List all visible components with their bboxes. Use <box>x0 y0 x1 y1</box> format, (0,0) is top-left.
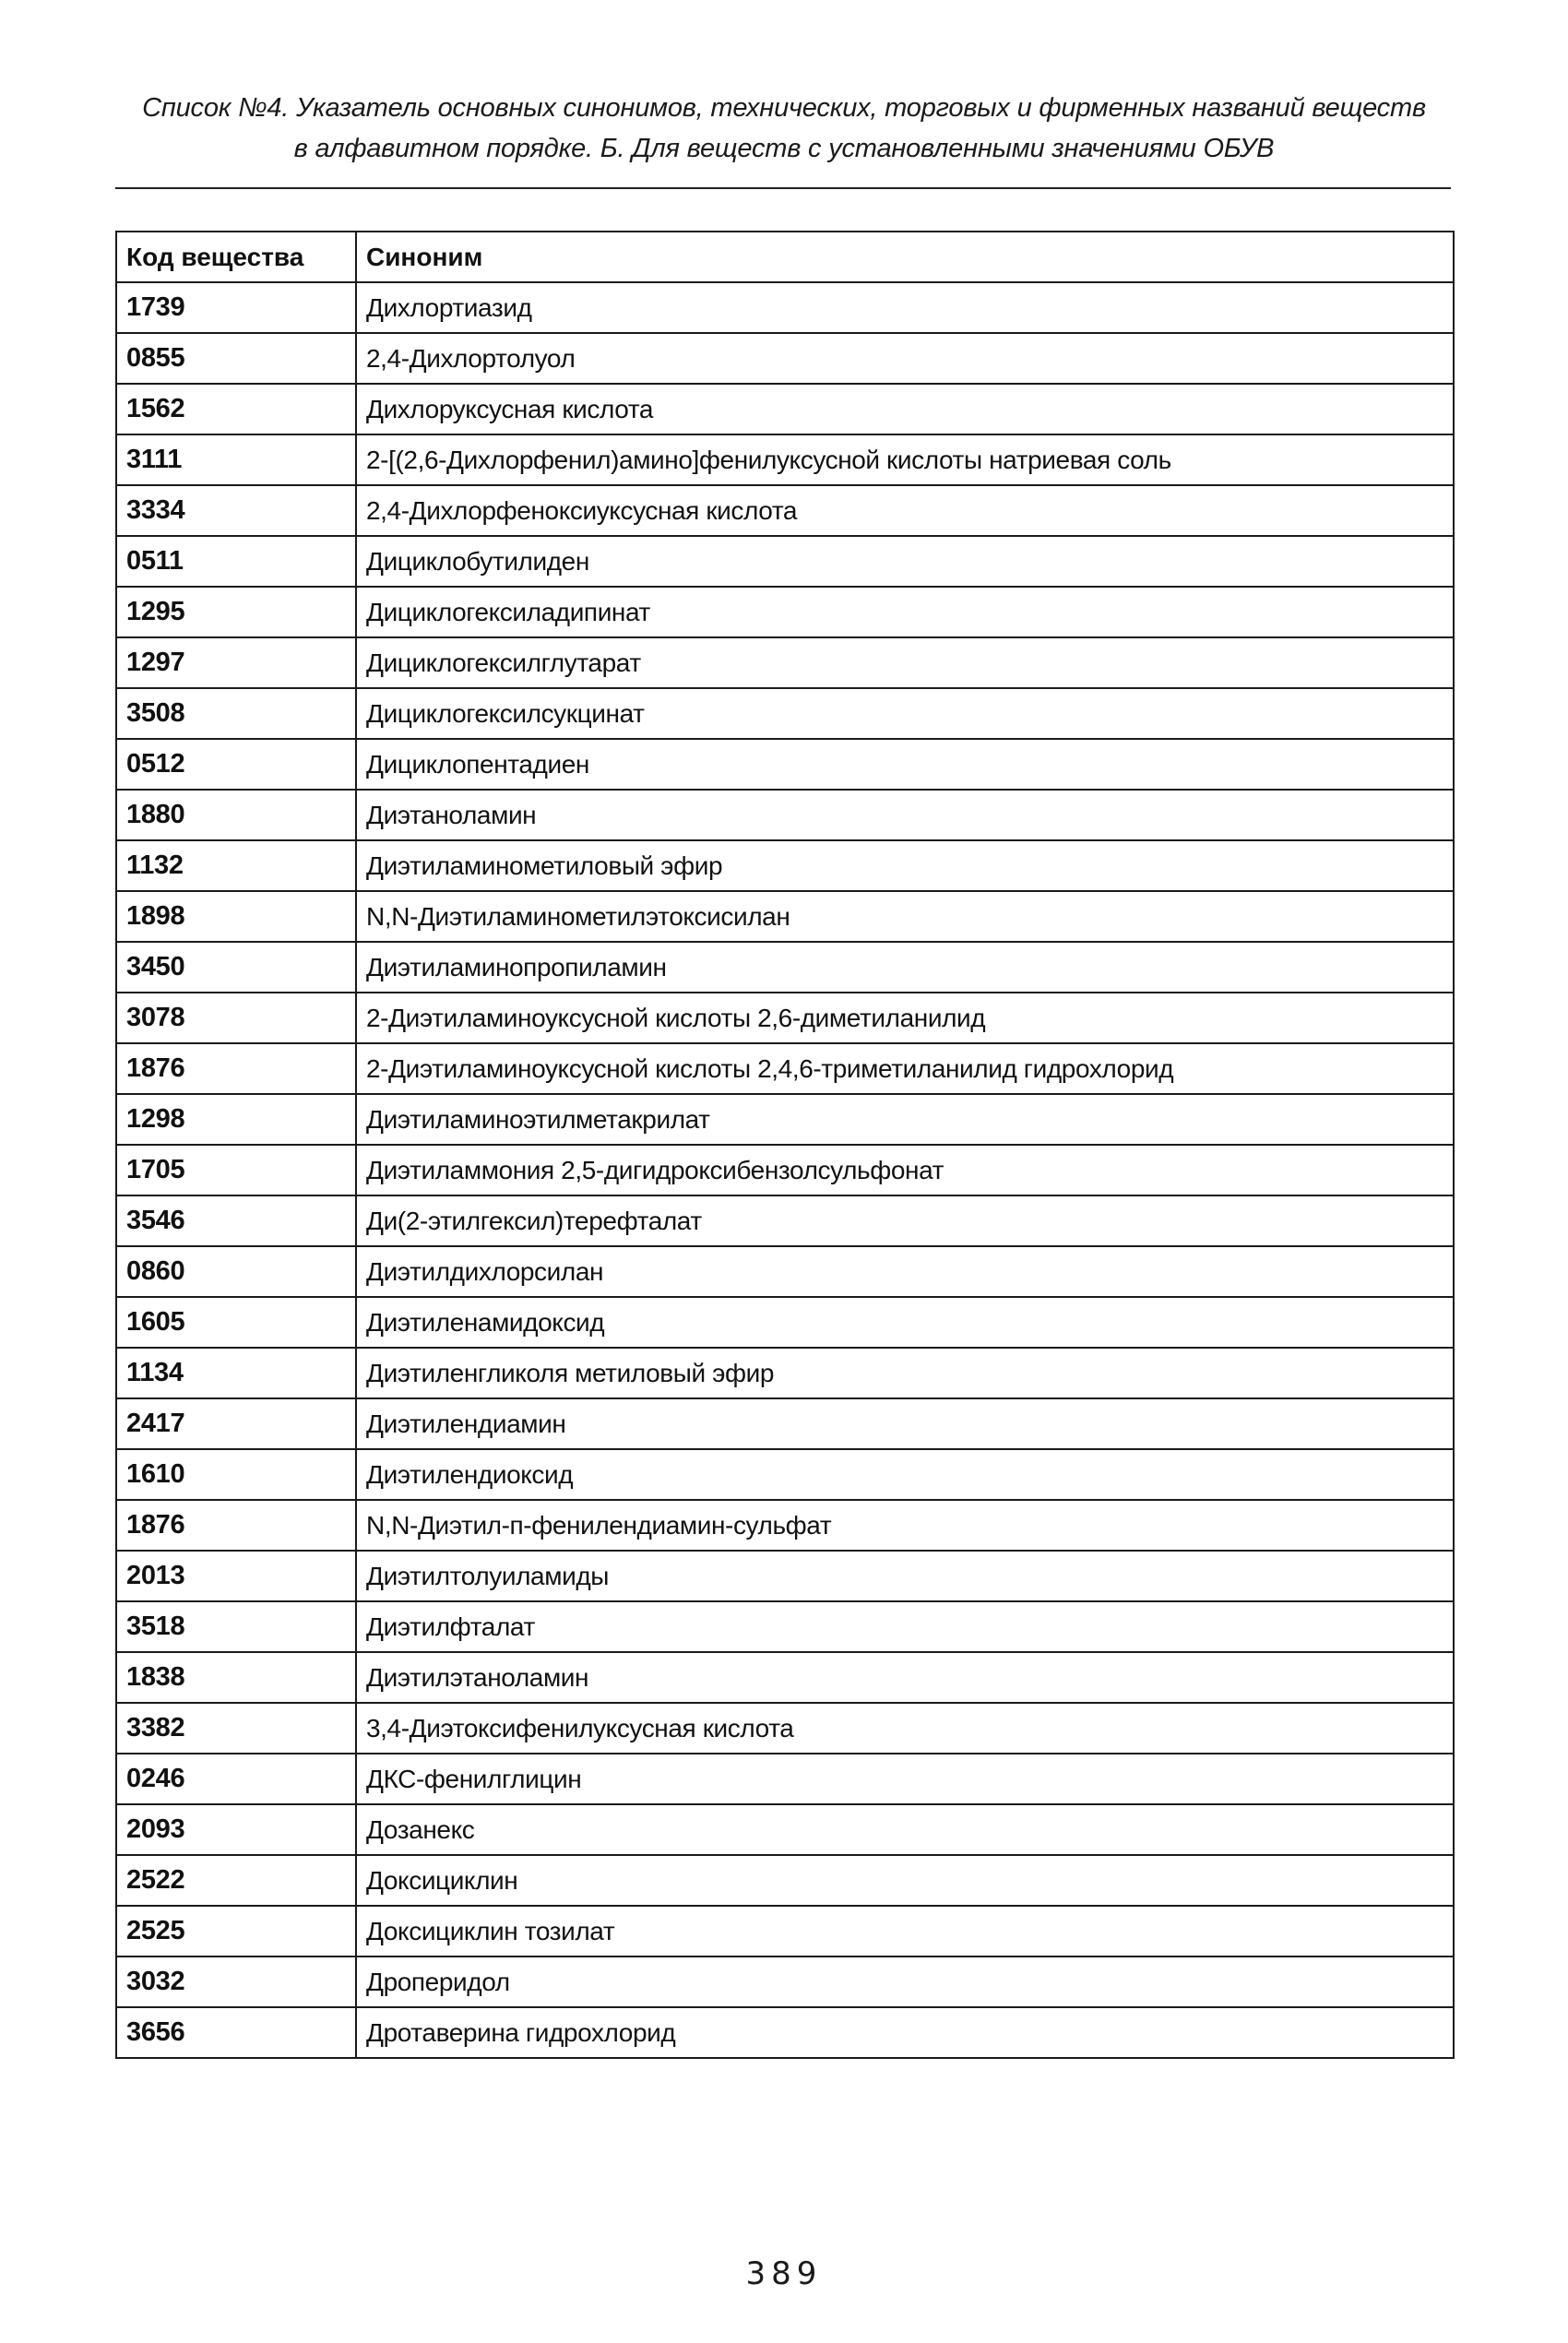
synonym-cell: Диэтилендиамин <box>356 1398 1454 1449</box>
synonym-cell: 2,4-Дихлорфеноксиуксусная кислота <box>356 485 1454 536</box>
substance-code-cell: 1132 <box>116 840 356 891</box>
table-row <box>116 739 1454 790</box>
table-row <box>116 1348 1454 1398</box>
substance-code-cell: 0512 <box>116 739 356 790</box>
header-line-2: в алфавитном порядке. Б. Для веществ с установленными значениями ОБУВ <box>293 134 1275 163</box>
substance-code-cell: 0511 <box>116 536 356 587</box>
synonym-cell: 2,4-Дихлортолуол <box>356 333 1454 384</box>
substance-code-cell: 1298 <box>116 1094 356 1145</box>
synonym-cell: Дициклопентадиен <box>356 739 1454 790</box>
table-row <box>116 1652 1454 1703</box>
table-row <box>116 1956 1454 2007</box>
substance-code-cell: 3032 <box>116 1956 356 2007</box>
synonym-cell: 3,4-Диэтоксифенилуксусная кислота <box>356 1703 1454 1754</box>
page-header <box>115 88 1453 169</box>
substance-code-cell: 1838 <box>116 1652 356 1703</box>
synonym-cell: Диэтилтолуиламиды <box>356 1551 1454 1601</box>
table-row <box>116 587 1454 637</box>
table-row <box>116 1297 1454 1348</box>
substance-code-cell: 2093 <box>116 1804 356 1855</box>
table-row <box>116 1804 1454 1855</box>
synonym-cell: Диэтилэтаноламин <box>356 1652 1454 1703</box>
table-row <box>116 1246 1454 1297</box>
substance-code-cell: 3546 <box>116 1195 356 1246</box>
substance-code-cell: 1898 <box>116 891 356 942</box>
synonym-cell: Диэтилендиоксид <box>356 1449 1454 1500</box>
synonym-cell: Дихлоруксусная кислота <box>356 384 1454 434</box>
table-row <box>116 1754 1454 1804</box>
substance-code-cell: 2522 <box>116 1855 356 1906</box>
substance-code-cell: 3382 <box>116 1703 356 1754</box>
substance-code-cell: 1876 <box>116 1500 356 1551</box>
synonym-cell: N,N-Диэтил-п-фенилендиамин-сульфат <box>356 1500 1454 1551</box>
substance-code-cell: 3450 <box>116 942 356 993</box>
substance-code-cell: 1705 <box>116 1145 356 1195</box>
synonym-cell: Дротаверина гидрохлорид <box>356 2007 1454 2058</box>
table-row <box>116 485 1454 536</box>
synonym-cell: Доксициклин тозилат <box>356 1906 1454 1956</box>
synonym-cell: Диэтиламмония 2,5-дигидроксибензолсульфонат <box>356 1145 1454 1195</box>
substance-code-cell: 1562 <box>116 384 356 434</box>
synonym-cell: Диэтиламиноэтилметакрилат <box>356 1094 1454 1145</box>
substance-code-cell: 3334 <box>116 485 356 536</box>
table-row <box>116 536 1454 587</box>
table-row <box>116 1449 1454 1500</box>
table-row <box>116 1043 1454 1094</box>
synonym-cell: Дициклогексиладипинат <box>356 587 1454 637</box>
table-row <box>116 1398 1454 1449</box>
table-row <box>116 1145 1454 1195</box>
substance-code-cell: 2525 <box>116 1906 356 1956</box>
substance-code-cell: 3656 <box>116 2007 356 2058</box>
substance-code-cell: 3078 <box>116 993 356 1043</box>
synonyms-table <box>115 231 1455 2059</box>
table-row <box>116 1703 1454 1754</box>
table-row <box>116 942 1454 993</box>
synonym-cell: ДКС-фенилглицин <box>356 1754 1454 1804</box>
substance-code-cell: 1134 <box>116 1348 356 1398</box>
synonym-cell: Дициклогексилглутарат <box>356 637 1454 688</box>
synonym-cell: Диэтаноламин <box>356 790 1454 840</box>
synonym-cell: Дициклобутилиден <box>356 536 1454 587</box>
synonym-cell: Диэтиламинометиловый эфир <box>356 840 1454 891</box>
synonym-cell: Доксициклин <box>356 1855 1454 1906</box>
table-header-row <box>116 232 1454 282</box>
column-header-code: Код вещества <box>116 232 356 282</box>
synonym-cell: 2-[(2,6-Дихлорфенил)амино]фенилуксусной кислоты натриевая соль <box>356 434 1454 485</box>
substance-code-cell: 0860 <box>116 1246 356 1297</box>
synonym-cell: Диэтиленгликоля метиловый эфир <box>356 1348 1454 1398</box>
synonym-cell: 2-Диэтиламиноуксусной кислоты 2,6-диметиланилид <box>356 993 1454 1043</box>
table-row <box>116 2007 1454 2058</box>
table-row <box>116 384 1454 434</box>
table-row <box>116 993 1454 1043</box>
header-divider <box>115 187 1451 189</box>
table-row <box>116 1906 1454 1956</box>
table-row <box>116 1500 1454 1551</box>
substance-code-cell: 1880 <box>116 790 356 840</box>
synonym-cell: Ди(2-этилгексил)терефталат <box>356 1195 1454 1246</box>
synonym-cell: Диэтилфталат <box>356 1601 1454 1652</box>
table-row <box>116 840 1454 891</box>
synonym-cell: N,N-Диэтиламинометилэтоксисилан <box>356 891 1454 942</box>
table-row <box>116 688 1454 739</box>
table-row <box>116 282 1454 333</box>
synonym-cell: Диэтилдихлорсилан <box>356 1246 1454 1297</box>
substance-code-cell: 1610 <box>116 1449 356 1500</box>
substance-code-cell: 1876 <box>116 1043 356 1094</box>
substance-code-cell: 1739 <box>116 282 356 333</box>
page-number: 389 <box>745 2255 823 2292</box>
table-row <box>116 637 1454 688</box>
column-header-synonym: Синоним <box>356 232 1454 282</box>
substance-code-cell: 0855 <box>116 333 356 384</box>
table-row <box>116 1855 1454 1906</box>
table-row <box>116 1195 1454 1246</box>
table-row <box>116 1601 1454 1652</box>
table-row <box>116 891 1454 942</box>
synonym-cell: Диэтиленамидоксид <box>356 1297 1454 1348</box>
synonym-cell: Дозанекс <box>356 1804 1454 1855</box>
synonym-cell: Диэтиламинопропиламин <box>356 942 1454 993</box>
substance-code-cell: 2417 <box>116 1398 356 1449</box>
table-row <box>116 790 1454 840</box>
table-row <box>116 1551 1454 1601</box>
substance-code-cell: 1295 <box>116 587 356 637</box>
substance-code-cell: 0246 <box>116 1754 356 1804</box>
substance-code-cell: 2013 <box>116 1551 356 1601</box>
synonym-cell: Дициклогексилсукцинат <box>356 688 1454 739</box>
header-line-1: Список №4. Указатель основных синонимов, технических, торговых и фирменных названий веществ <box>142 93 1426 123</box>
table-body <box>116 282 1454 2058</box>
synonym-cell: Дроперидол <box>356 1956 1454 2007</box>
table-row <box>116 1094 1454 1145</box>
substance-code-cell: 3508 <box>116 688 356 739</box>
table-row <box>116 333 1454 384</box>
substance-code-cell: 3111 <box>116 434 356 485</box>
substance-code-cell: 1297 <box>116 637 356 688</box>
synonym-cell: 2-Диэтиламиноуксусной кислоты 2,4,6-триметиланилид гидрохлорид <box>356 1043 1454 1094</box>
synonym-cell: Дихлортиазид <box>356 282 1454 333</box>
substance-code-cell: 1605 <box>116 1297 356 1348</box>
substance-code-cell: 3518 <box>116 1601 356 1652</box>
table-row <box>116 434 1454 485</box>
